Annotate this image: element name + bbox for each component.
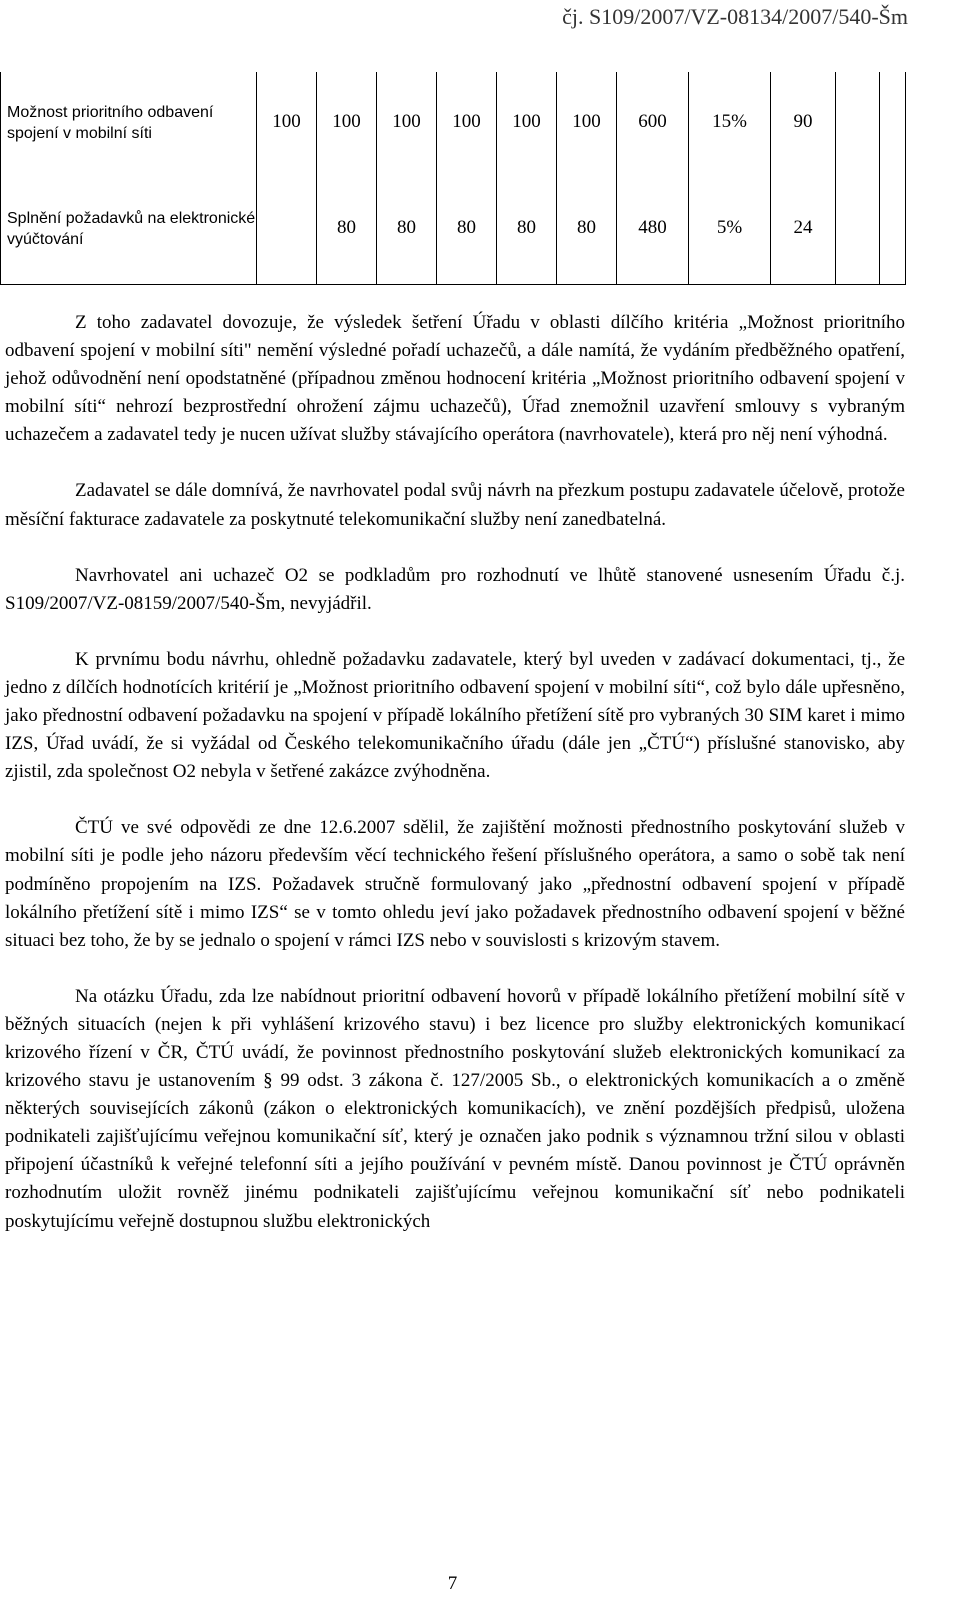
row-label: Splnění požadavků na elektronické vyúčtování <box>1 172 257 284</box>
table-cell: 80 <box>377 172 437 284</box>
table-cell: 80 <box>497 172 557 284</box>
paragraph: Zadavatel se dále domnívá, že navrhovatel podal svůj návrh na přezkum postupu zadavatele účelově, protože měsíční fakturace zadavatele za poskytnuté telekomunikační služby není zanedbatelná. <box>5 480 905 530</box>
table-cell: 100 <box>497 72 557 172</box>
table-cell: 15% <box>689 72 771 172</box>
table-cell: 600 <box>617 72 689 172</box>
document-reference: čj. S109/2007/VZ-08134/2007/540-Šm <box>562 4 908 29</box>
table-cell: 80 <box>557 172 617 284</box>
paragraph: K prvnímu bodu návrhu, ohledně požadavku zadavatele, který byl uveden v zadávací dokumentaci, tj., že jedno z dílčích hodnotících kritérií je „Možnost prioritního odbavení spojení v mobilní síti“, což bylo dále upřesněno, jako přednostní odbavení požadavku na spojení v případě lokálního přetížení sítě pro vybraných 30 SIM karet i mimo IZS, Úřad uvádí, že si vyžádal od Českého telekomunikačního úřadu (dále jen „ČTÚ“) příslušné stanovisko, aby zjistil, zda společnost O2 nebyla v šetřené zakázce zvýhodněna. <box>5 648 905 783</box>
row-label: Možnost prioritního odbavení spojení v mobilní síti <box>1 72 257 172</box>
table-cell: 100 <box>257 72 317 172</box>
table-cell: 90 <box>771 72 836 172</box>
empty-cell <box>880 72 906 172</box>
paragraph: Z toho zadavatel dovozuje, že výsledek šetření Úřadu v oblasti dílčího kritéria „Možnost prioritního odbavení spojení v mobilní síti" nemění výsledné pořadí uchazečů, a dále namítá, že vydáním předběžného opatření, jehož odůvodnění není opodstatněné (případnou změnou hodnocení kritéria „Možnost prioritního odbavení spojení v mobilní síti“ nehrozí bezprostřední ohrožení zájmu uchazečů), Úřad znemožnil uzavření smlouvy s vybraným uchazečem a zadavatel tedy je nucen užívat služby stávajícího operátora (navrhovatele), která pro něj není výhodná. <box>5 312 905 446</box>
table-cell: 80 <box>437 172 497 284</box>
empty-cell <box>836 72 880 172</box>
empty-cell <box>836 172 880 284</box>
table-cell <box>257 172 317 284</box>
table-cell: 100 <box>317 72 377 172</box>
paragraph: Na otázku Úřadu, zda lze nabídnout prioritní odbavení hovorů v případě lokálního přetížení mobilní sítě v běžných situacích (nejen k při vyhlášení krizového stavu) i bez licence pro služby elektronických komunikací krizového řízení v ČR, ČTÚ uvádí, že povinnost přednostního poskytování služeb elektronických komunikací za krizového stavu je ustanovením § 99 odst. 3 zákona č. 127/2005 Sb., o elektronických komunikacích a o změně některých souvisejících zákonů (zákon o elektronických komunikacích), ve znění pozdějších předpisů, uložena podnikateli zajišťujícímu veřejnou komunikační síť, který je označen jako podnik s významnou tržní silou v oblasti připojení účastníků k veřejné telefonní síti a jejího používání v pevném místě. Danou povinnost je ČTÚ oprávněn rozhodnutím uložit rovněž jinému podnikateli zajišťujícímu veřejnou komunikační síť nebo podnikateli poskytujícímu veřejně dostupnou službu elektronických <box>5 985 905 1232</box>
empty-cell <box>880 172 906 284</box>
table-cell: 100 <box>377 72 437 172</box>
table-cell: 5% <box>689 172 771 284</box>
table-cell: 100 <box>557 72 617 172</box>
table-cell: 100 <box>437 72 497 172</box>
evaluation-table <box>0 72 906 285</box>
table-cell: 24 <box>771 172 836 284</box>
page-number: 7 <box>447 1573 458 1594</box>
table-row <box>1 72 906 172</box>
table-row <box>1 172 906 284</box>
paragraph: ČTÚ ve své odpovědi ze dne 12.6.2007 sdělil, že zajištění možnosti přednostního poskytování služeb v mobilní síti je podle jeho názoru především věcí technického řešení příslušného operátora, a samo o sobě tak není podmíněno propojením na IZS. Požadavek stručně formulovaný jako „přednostní odbavení spojení v případě lokálního přetížení sítě i mimo IZS“ se v tomto ohledu jeví jako požadavek přednostního odbavení spojení v běžné situaci bez toho, že by se jednalo o spojení v rámci IZS nebo v souvislosti s krizovým stavem. <box>5 817 905 951</box>
paragraph: Navrhovatel ani uchazeč O2 se podkladům pro rozhodnutí ve lhůtě stanovené usnesením Úřadu č.j. S109/2007/VZ-08159/2007/540-Šm, nevyjádřil. <box>5 564 905 614</box>
document-body <box>5 309 905 1236</box>
table-cell: 480 <box>617 172 689 284</box>
table-cell: 80 <box>317 172 377 284</box>
